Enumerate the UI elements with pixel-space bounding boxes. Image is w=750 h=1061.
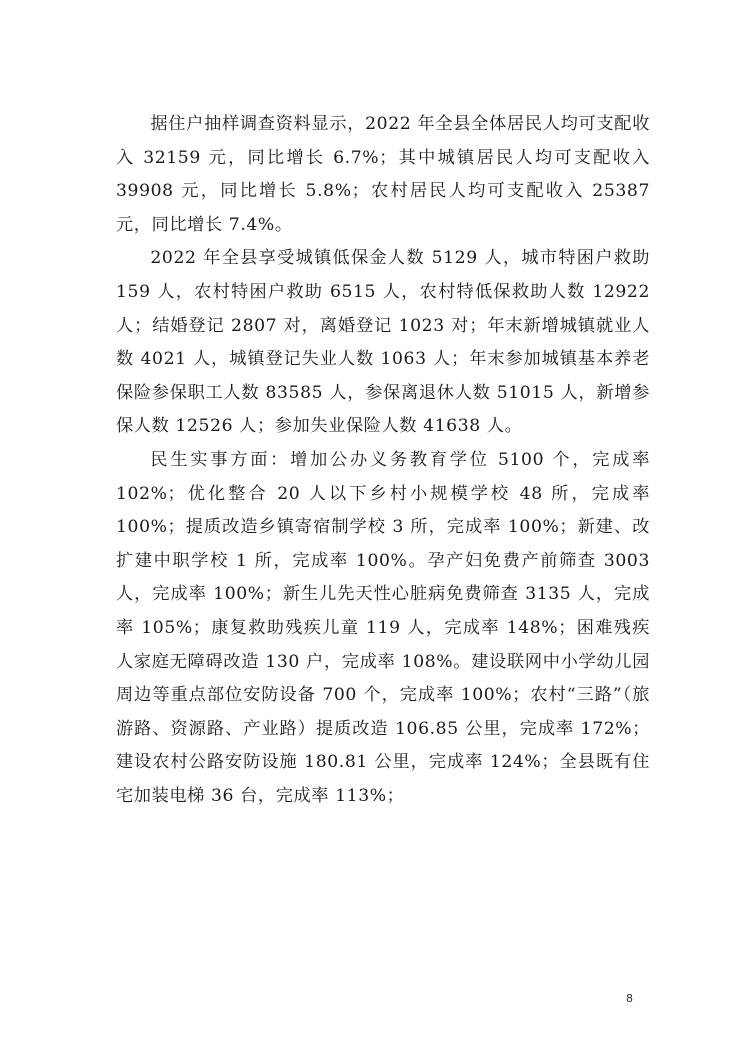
document-body bbox=[116, 108, 650, 813]
paragraph-social-security: 2022 年全县享受城镇低保金人数 5129 人，城市特困户救助 159 人，农村特困户救助 6515 人，农村特低保救助人数 12922 人；结婚登记 2807 对，离婚登记 1023 对；年末新增城镇就业人数 4021 人，城镇登记失业人数 1063 人；年末参加城镇基本养老保险参保职工人数 83585 人，参保离退休人数 51015 人，新增参保人数 12526 人；参加失业保险人数 41638 人。 bbox=[116, 248, 650, 437]
paragraph-livelihood-projects: 民生实事方面：增加公办义务教育学位 5100 个，完成率 102%；优化整合 20 人以下乡村小规模学校 48 所，完成率 100%；提质改造乡镇寄宿制学校 3 所，完成率 100%；新建、改扩建中职学校 1 所，完成率 100%。孕产妇免费产前筛查 3003 人，完成率 100%；新生儿先天性心脏病免费筛查 3135 人，完成率 105%；康复救助残疾儿童 119 人，完成率 148%；困难残疾人家庭无障碍改造 130 户，完成率 108%。建设联网中小学幼儿园周边等重点部位安防设备 700 个，完成率 100%；农村“三路”（旅游路、资源路、产业路）提质改造 106.85 公里，完成率 172%；建设农村公路安防设施 180.81 公里，完成率 124%；全县既有住宅加装电梯 36 台，完成率 113%； bbox=[116, 449, 650, 806]
paragraph-income: 据住户抽样调查资料显示，2022 年全县全体居民人均可支配收入 32159 元，同比增长 6.7%；其中城镇居民人均可支配收入 39908 元，同比增长 5.8%；农村居民人均可支配收入 25387 元，同比增长 7.4%。 bbox=[116, 114, 650, 235]
page-number: 8 bbox=[626, 992, 633, 1005]
